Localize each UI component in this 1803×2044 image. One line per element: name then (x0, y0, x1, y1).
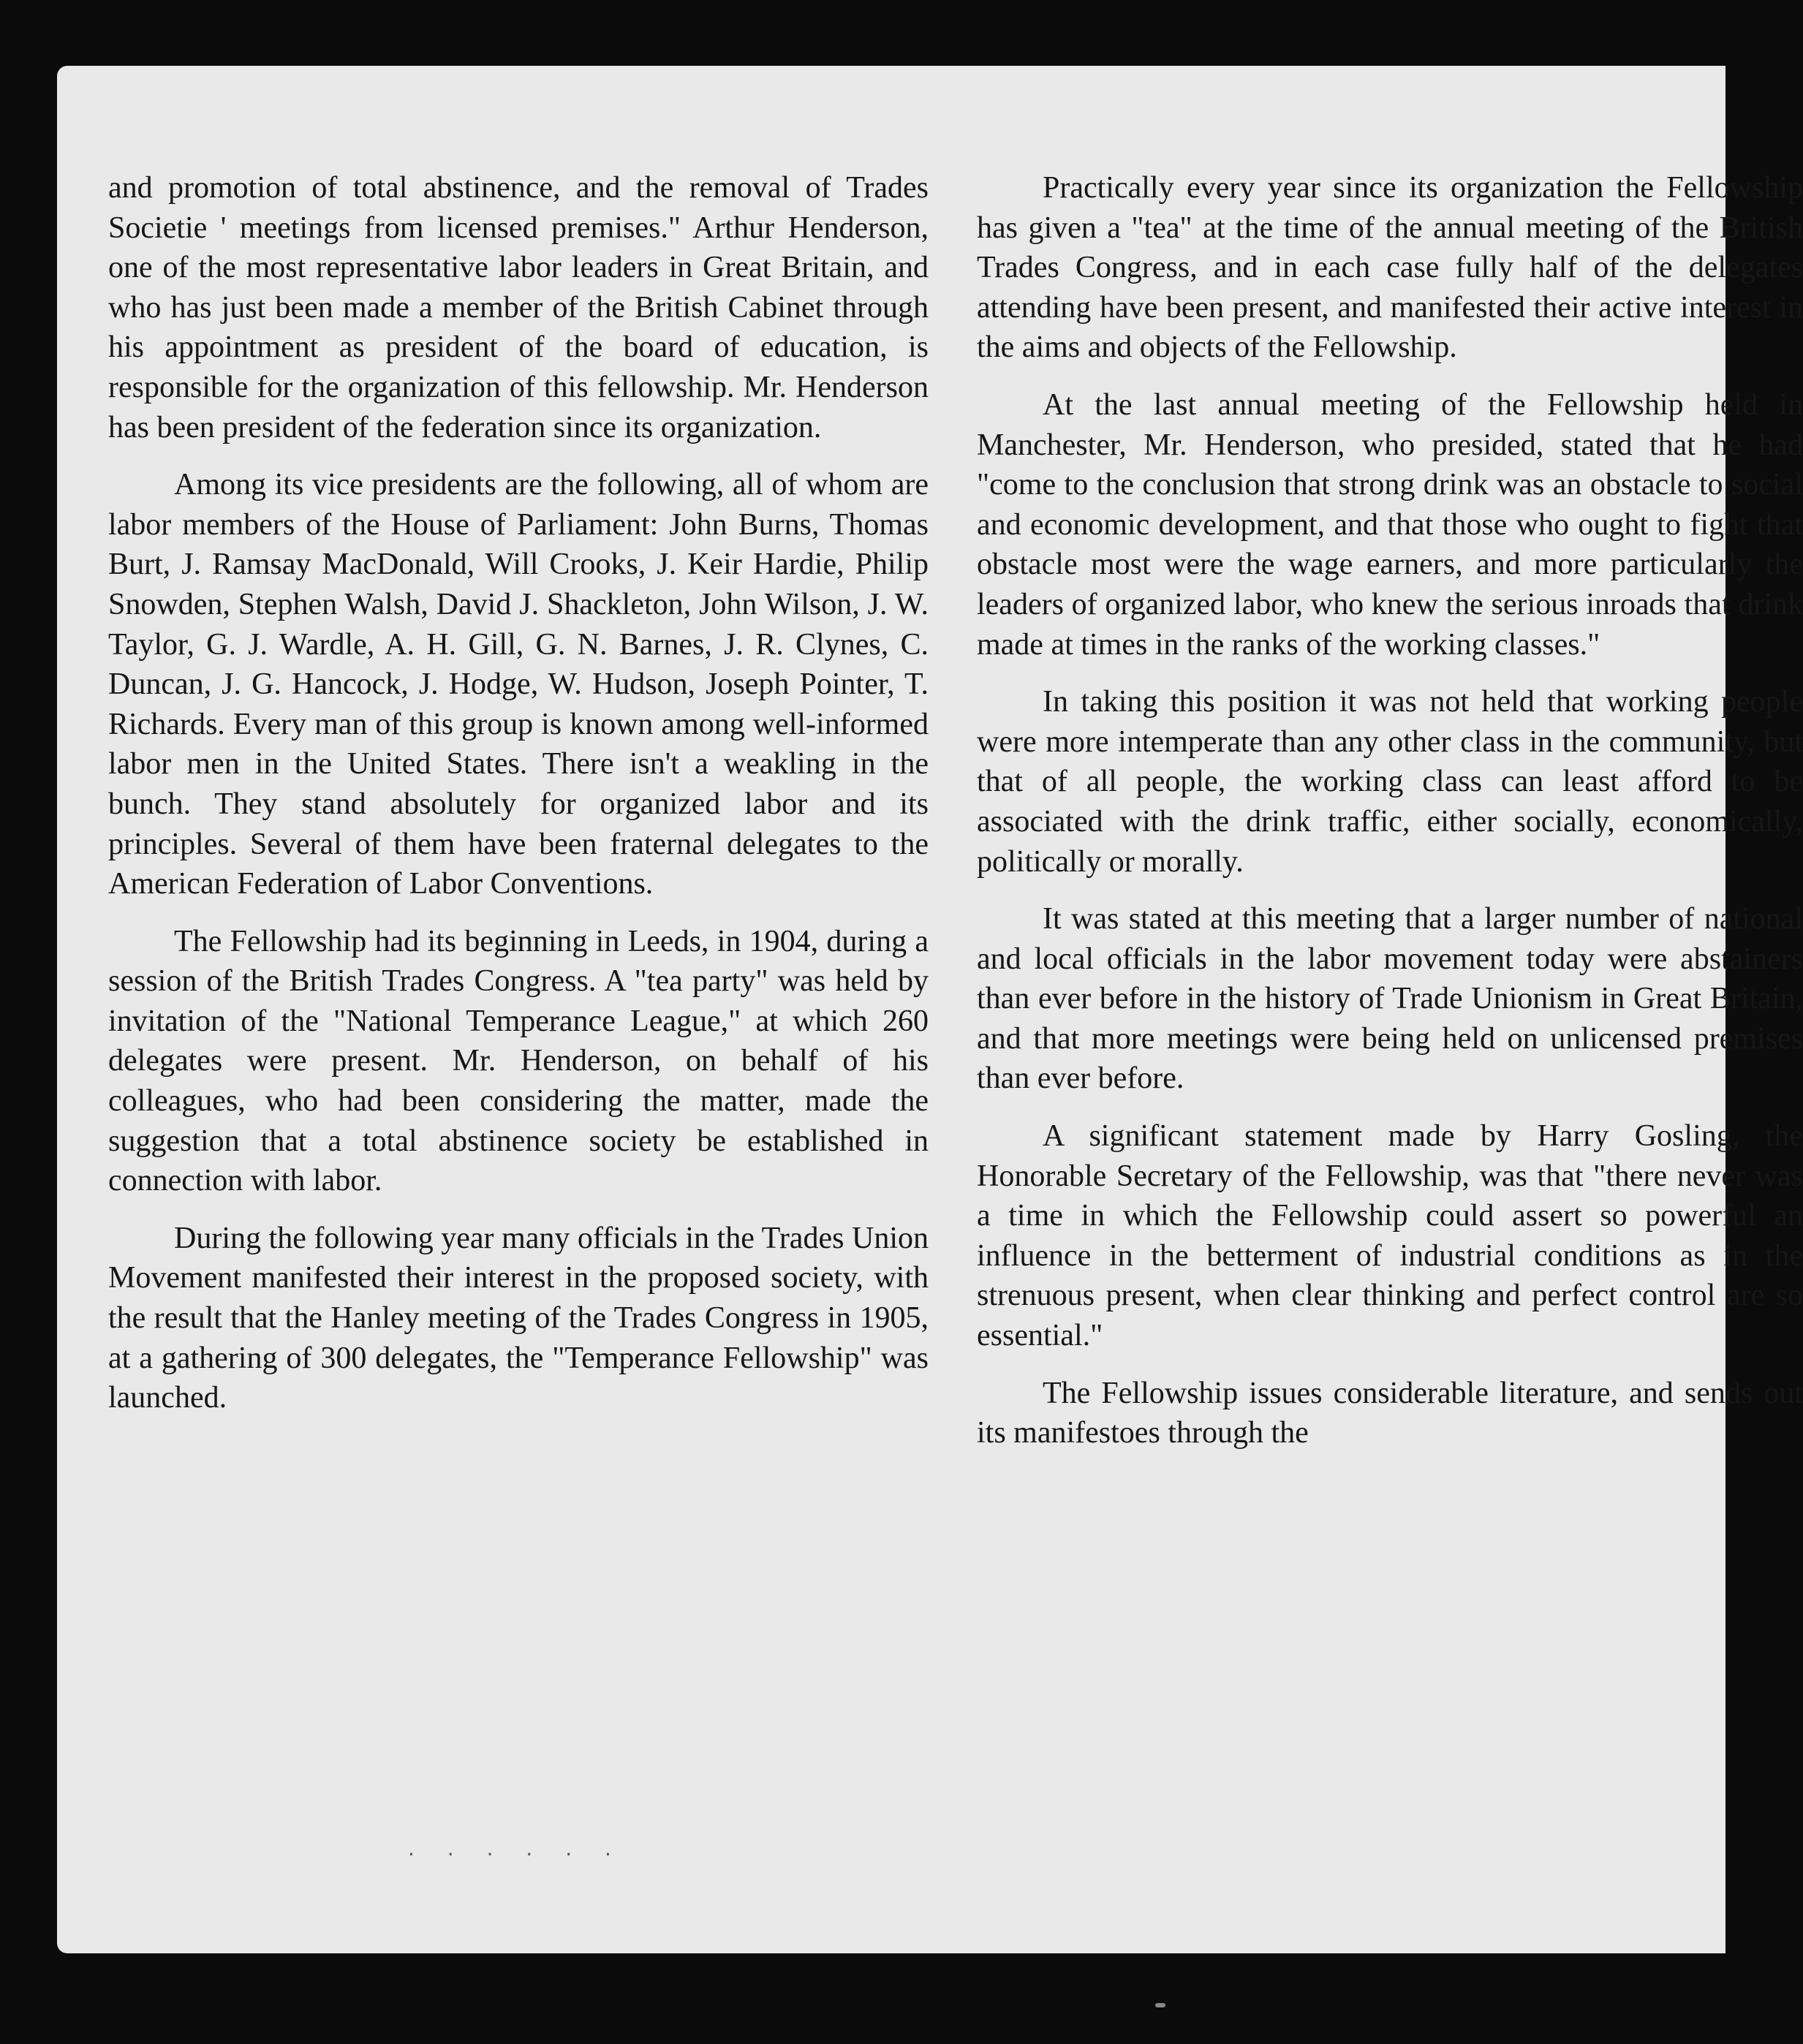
right-column (977, 168, 1803, 1471)
right-paragraph-3: In taking this position it was not held that working people were more intemperate than any other class in the community, but that of all people, the working class can least afford to be associated with the drink traffic, either socially, economically, politically or morally. (977, 685, 1803, 879)
right-paragraph-4: It was stated at this meeting that a larger number of national and local officials in the labor movement today were abstainers than ever before in the history of Trade Unionism in Great Britain, and that more meetings were being held on unlicensed premises than ever before. (977, 902, 1803, 1096)
print-specks: · · · · · · (408, 1842, 624, 1866)
right-paragraph-5: A significant statement made by Harry Gosling, the Honorable Secretary of the Fellowship, was that "there never was a time in which the Fellowship could assert so powerful an influence in the betterment of industrial conditions as in the strenuous present, when clear thinking and perfect control are so essential." (977, 1119, 1803, 1353)
left-paragraph-2: Among its vice presidents are the following, all of whom are labor members of the House of Parliament: John Burns, Thomas Burt, J. Ramsay MacDonald, Will Crooks, J. Keir Hardie, Philip Snowden, Stephen Walsh, David J. Shackleton, John Wilson, J. W. Taylor, G. J. Wardle, A. H. Gill, G. N. Barnes, J. R. Clynes, C. Duncan, J. G. Hancock, J. Hodge, W. Hudson, Joseph Pointer, T. Richards. Every man of this group is known among well-informed labor men in the United States. There isn't a weakling in the bunch. They stand absolutely for organized labor and its principles. Several of them have been fraternal delegates to the American Federation of Labor Conventions. (108, 468, 929, 901)
left-column (108, 168, 929, 1436)
document-page (57, 66, 1803, 1953)
film-scratch-mark (1155, 2003, 1165, 2007)
left-paragraph-1: and promotion of total abstinence, and the removal of Trades Societie ' meetings from licensed premises." Arthur Henderson, one of the most representative labor leaders in Great Britain, and who has just been made a member of the British Cabinet through his appointment as president of the board of education, is responsible for the organization of this fellowship. Mr. Henderson has been president of the federation since its organization. (108, 171, 929, 444)
left-paragraph-3: The Fellowship had its beginning in Leeds, in 1904, during a session of the British Trades Congress. A "tea party" was held by invitation of the "National Temperance League," at which 260 delegates were present. Mr. Henderson, on behalf of his colleagues, who had been considering the matter, made the suggestion that a total abstinence society be established in connection with labor. (108, 924, 929, 1198)
right-paragraph-6: The Fellowship issues considerable literature, and sends out its manifestoes through the (977, 1376, 1803, 1450)
right-paragraph-2: At the last annual meeting of the Fellowship held in Manchester, Mr. Henderson, who presided, stated that he had "come to the conclusion that strong drink was an obstacle to social and economic development, and that those who ought to fight that obstacle most were the wage earners, and more particularly the leaders of organized labor, who knew the serious inroads that drink made at times in the ranks of the working classes." (977, 387, 1803, 662)
right-paragraph-1: Practically every year since its organization the Fellowship has given a "tea" at the time of the annual meeting of the British Trades Congress, and in each case fully half of the delegates attending have been present, and manifested their active interest in the aims and objects of the Fellowship. (977, 171, 1803, 365)
left-paragraph-4: During the following year many officials in the Trades Union Movement manifested their interest in the proposed society, with the result that the Hanley meeting of the Trades Congress in 1905, at a gathering of 300 delegates, the "Temperance Fellowship" was launched. (108, 1221, 929, 1415)
